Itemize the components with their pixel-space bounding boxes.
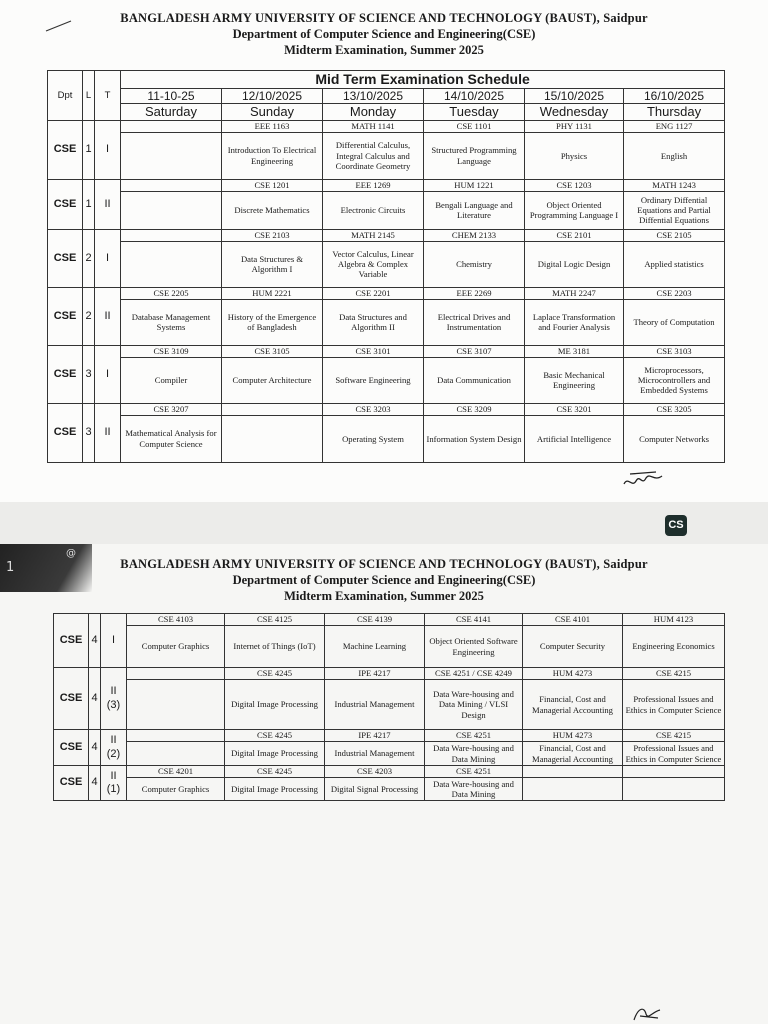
- course-title: Digital Signal Processing: [325, 778, 425, 801]
- midterm-schedule-table-2: [53, 613, 725, 801]
- exam-date: 12/10/2025: [222, 88, 323, 103]
- exam-title: Midterm Examination, Summer 2025: [284, 43, 484, 57]
- course-title: Microprocessors, Microcontrollers and Embedded Systems: [624, 357, 725, 403]
- term-cell: II: [95, 403, 121, 462]
- course-code: CSE 4139: [325, 614, 425, 626]
- course-title-row: [54, 680, 725, 730]
- dept-cell: CSE: [48, 287, 83, 345]
- course-code: CSE 4141: [425, 614, 523, 626]
- course-title: Data Ware-housing and Data Mining: [425, 778, 523, 801]
- t-header: T: [95, 71, 121, 121]
- course-title: History of the Emergence of Bangladesh: [222, 299, 323, 345]
- course-title-row: [54, 626, 725, 668]
- course-title: Database Management Systems: [121, 299, 222, 345]
- course-title: Data Ware-housing and Data Mining: [425, 742, 523, 766]
- course-code-row: [48, 345, 725, 357]
- course-code: CSE 3103: [624, 345, 725, 357]
- dept-cell: CSE: [48, 345, 83, 403]
- course-code: CSE 4245: [225, 730, 325, 742]
- course-title: Industrial Management: [325, 680, 425, 730]
- course-code: CSE 3101: [323, 345, 424, 357]
- course-code: CSE 3207: [121, 403, 222, 415]
- dept-cell: CSE: [54, 668, 89, 730]
- course-title-row: [48, 299, 725, 345]
- course-code: HUM 4273: [523, 668, 623, 680]
- course-title-row: [48, 132, 725, 179]
- course-title: Mathematical Analysis for Computer Science: [121, 415, 222, 462]
- course-title-row: [48, 241, 725, 287]
- banner-row: [48, 71, 725, 89]
- course-title: Ordinary Diffential Equations and Partial Diffential Equations: [624, 191, 725, 229]
- level-cell: 1: [83, 120, 95, 179]
- dept-cell: CSE: [54, 766, 89, 801]
- course-code: CSE 4245: [225, 766, 325, 778]
- course-title: Internet of Things (IoT): [225, 626, 325, 668]
- course-title: Computer Architecture: [222, 357, 323, 403]
- exam-day: Sunday: [222, 104, 323, 121]
- course-title: Bengali Language and Literature: [424, 191, 525, 229]
- course-title: Data Structures & Algorithm I: [222, 241, 323, 287]
- key-one: 1: [6, 560, 15, 575]
- course-code: CSE 4125: [225, 614, 325, 626]
- course-title: Physics: [525, 132, 624, 179]
- term-cell: I: [101, 614, 127, 668]
- course-code: CSE 4251 / CSE 4249: [425, 668, 523, 680]
- course-code: HUM 2221: [222, 287, 323, 299]
- course-title-row: [48, 191, 725, 229]
- course-code: EEE 2269: [424, 287, 525, 299]
- level-cell: 2: [83, 287, 95, 345]
- course-title: Differential Calculus, Integral Calculus and Coordinate Geometry: [323, 132, 424, 179]
- course-code-row: [48, 229, 725, 241]
- course-title: Vector Calculus, Linear Algebra & Complex Variable: [323, 241, 424, 287]
- course-title: Financial, Cost and Managerial Accounting: [523, 680, 623, 730]
- course-code: CSE 3201: [525, 403, 624, 415]
- exam-day: Monday: [323, 104, 424, 121]
- course-code: HUM 4273: [523, 730, 623, 742]
- course-title: Electronic Circuits: [323, 191, 424, 229]
- dept-cell: CSE: [48, 229, 83, 287]
- pen-mark: [44, 18, 74, 34]
- schedule-banner: Mid Term Examination Schedule: [121, 71, 725, 89]
- course-title: Computer Graphics: [127, 626, 225, 668]
- midterm-schedule-table: [47, 70, 725, 463]
- term-cell: II (2): [101, 730, 127, 766]
- university-title: BANGLADESH ARMY UNIVERSITY OF SCIENCE AND TECHNOLOGY (BAUST), Saidpur: [120, 11, 648, 25]
- term-cell: I: [95, 345, 121, 403]
- course-title: [222, 415, 323, 462]
- exam-date: 15/10/2025: [525, 88, 624, 103]
- course-code: CSE 3109: [121, 345, 222, 357]
- exam-date: 11-10-25: [121, 88, 222, 103]
- course-code: CSE 3105: [222, 345, 323, 357]
- course-title: Digital Image Processing: [225, 742, 325, 766]
- course-title: Engineering Economics: [623, 626, 725, 668]
- course-title: [623, 778, 725, 801]
- dept-cell: CSE: [48, 120, 83, 179]
- course-title: Laplace Transformation and Fourier Analysis: [525, 299, 624, 345]
- course-code: CSE 3203: [323, 403, 424, 415]
- course-title: Operating System: [323, 415, 424, 462]
- term-cell: I: [95, 120, 121, 179]
- course-title: Object Oriented Programming Language I: [525, 191, 624, 229]
- course-code: HUM 1221: [424, 179, 525, 191]
- course-title: Professional Issues and Ethics in Computer Science: [623, 680, 725, 730]
- course-title-row: [48, 357, 725, 403]
- course-title: Discrete Mathematics: [222, 191, 323, 229]
- signature: [620, 466, 666, 492]
- level-cell: 3: [83, 403, 95, 462]
- course-title: Object Oriented Software Engineering: [425, 626, 523, 668]
- course-title: [121, 132, 222, 179]
- term-cell: II: [95, 179, 121, 229]
- course-title: Electrical Drives and Instrumentation: [424, 299, 525, 345]
- course-title: [121, 191, 222, 229]
- department-title: Department of Computer Science and Engineering(CSE): [232, 27, 536, 41]
- university-title-2: BANGLADESH ARMY UNIVERSITY OF SCIENCE AND TECHNOLOGY (BAUST), Saidpur: [120, 557, 648, 571]
- term-cell: II (3): [101, 668, 127, 730]
- course-code: MATH 1141: [323, 120, 424, 132]
- course-code: MATH 2145: [323, 229, 424, 241]
- exam-day: Wednesday: [525, 104, 624, 121]
- course-code-row: [54, 614, 725, 626]
- l-header: L: [83, 71, 95, 121]
- course-title: Computer Graphics: [127, 778, 225, 801]
- course-code: CSE 4203: [325, 766, 425, 778]
- course-title: Structured Programming Language: [424, 132, 525, 179]
- course-title: Information System Design: [424, 415, 525, 462]
- course-title: Computer Security: [523, 626, 623, 668]
- course-code: CHEM 2133: [424, 229, 525, 241]
- course-code-row: [54, 730, 725, 742]
- course-code-row: [48, 179, 725, 191]
- course-title: Machine Learning: [325, 626, 425, 668]
- level-cell: 4: [89, 730, 101, 766]
- level-cell: 2: [83, 229, 95, 287]
- course-code: CSE 1201: [222, 179, 323, 191]
- exam-day: Thursday: [624, 104, 725, 121]
- dept-cell: CSE: [54, 614, 89, 668]
- course-code: [127, 730, 225, 742]
- department-title-2: Department of Computer Science and Engineering(CSE): [232, 573, 536, 587]
- camscanner-logo: CS: [665, 515, 687, 536]
- course-code-row: [48, 403, 725, 415]
- course-code: [121, 120, 222, 132]
- course-title: Data Communication: [424, 357, 525, 403]
- course-code: CSE 3205: [624, 403, 725, 415]
- course-title: English: [624, 132, 725, 179]
- exam-date: 16/10/2025: [624, 88, 725, 103]
- course-code: [623, 766, 725, 778]
- level-cell: 4: [89, 614, 101, 668]
- course-code: HUM 4123: [623, 614, 725, 626]
- course-code: CSE 3209: [424, 403, 525, 415]
- course-code: CSE 3107: [424, 345, 525, 357]
- course-title: Chemistry: [424, 241, 525, 287]
- course-code: CSE 4103: [127, 614, 225, 626]
- level-cell: 4: [89, 766, 101, 801]
- course-code: CSE 2201: [323, 287, 424, 299]
- course-code-row: [48, 120, 725, 132]
- course-title: Artificial Intelligence: [525, 415, 624, 462]
- exam-day: Tuesday: [424, 104, 525, 121]
- course-code: [127, 668, 225, 680]
- exam-date: 14/10/2025: [424, 88, 525, 103]
- course-title: Data Structures and Algorithm II: [323, 299, 424, 345]
- course-title-row: [54, 778, 725, 801]
- course-title: Basic Mechanical Engineering: [525, 357, 624, 403]
- level-cell: 1: [83, 179, 95, 229]
- dept-cell: CSE: [48, 179, 83, 229]
- dept-cell: CSE: [54, 730, 89, 766]
- course-code: CSE 2101: [525, 229, 624, 241]
- exam-day: Saturday: [121, 104, 222, 121]
- course-code-row: [54, 766, 725, 778]
- course-code-row: [54, 668, 725, 680]
- term-cell: II: [95, 287, 121, 345]
- course-title: Computer Networks: [624, 415, 725, 462]
- level-cell: 4: [89, 668, 101, 730]
- course-code: ME 3181: [525, 345, 624, 357]
- course-title: [523, 778, 623, 801]
- term-cell: II (1): [101, 766, 127, 801]
- course-code: CSE 2103: [222, 229, 323, 241]
- key-at: @: [66, 548, 76, 559]
- course-code: PHY 1131: [525, 120, 624, 132]
- course-code: IPE 4217: [325, 730, 425, 742]
- page-gap: [0, 502, 768, 544]
- course-code: CSE 1203: [525, 179, 624, 191]
- course-title: Professional Issues and Ethics in Computer Science: [623, 742, 725, 766]
- signature-2: [630, 1002, 666, 1024]
- course-title: Theory of Computation: [624, 299, 725, 345]
- course-title-row: [54, 742, 725, 766]
- course-code: IPE 4217: [325, 668, 425, 680]
- course-title-row: [48, 415, 725, 462]
- term-cell: I: [95, 229, 121, 287]
- course-title: Introduction To Electrical Engineering: [222, 132, 323, 179]
- course-code: MATH 1243: [624, 179, 725, 191]
- course-code: [121, 179, 222, 191]
- course-code: CSE 2205: [121, 287, 222, 299]
- course-title: Software Engineering: [323, 357, 424, 403]
- course-title: Digital Image Processing: [225, 680, 325, 730]
- course-code: CSE 4245: [225, 668, 325, 680]
- course-title: Compiler: [121, 357, 222, 403]
- date-row: [48, 88, 725, 103]
- course-code: CSE 1101: [424, 120, 525, 132]
- course-code: ENG 1127: [624, 120, 725, 132]
- dpt-header: Dpt: [48, 71, 83, 121]
- course-code: [222, 403, 323, 415]
- course-code-row: [48, 287, 725, 299]
- exam-title-2: Midterm Examination, Summer 2025: [284, 589, 484, 603]
- course-code: CSE 4251: [425, 730, 523, 742]
- course-title: Applied statistics: [624, 241, 725, 287]
- course-code: CSE 4201: [127, 766, 225, 778]
- course-code: CSE 4251: [425, 766, 523, 778]
- course-code: EEE 1269: [323, 179, 424, 191]
- course-code: [523, 766, 623, 778]
- course-code: CSE 2105: [624, 229, 725, 241]
- course-title: Industrial Management: [325, 742, 425, 766]
- course-title: Digital Image Processing: [225, 778, 325, 801]
- course-code: CSE 2203: [624, 287, 725, 299]
- day-row: [48, 104, 725, 121]
- level-cell: 3: [83, 345, 95, 403]
- course-title: [127, 742, 225, 766]
- course-title: Digital Logic Design: [525, 241, 624, 287]
- course-code: MATH 2247: [525, 287, 624, 299]
- course-code: EEE 1163: [222, 120, 323, 132]
- course-code: [121, 229, 222, 241]
- dept-cell: CSE: [48, 403, 83, 462]
- course-code: CSE 4215: [623, 668, 725, 680]
- course-code: CSE 4215: [623, 730, 725, 742]
- course-title: Financial, Cost and Managerial Accounting: [523, 742, 623, 766]
- course-title: [127, 680, 225, 730]
- course-title: Data Ware-housing and Data Mining / VLSI Design: [425, 680, 523, 730]
- exam-date: 13/10/2025: [323, 88, 424, 103]
- course-title: [121, 241, 222, 287]
- course-code: CSE 4101: [523, 614, 623, 626]
